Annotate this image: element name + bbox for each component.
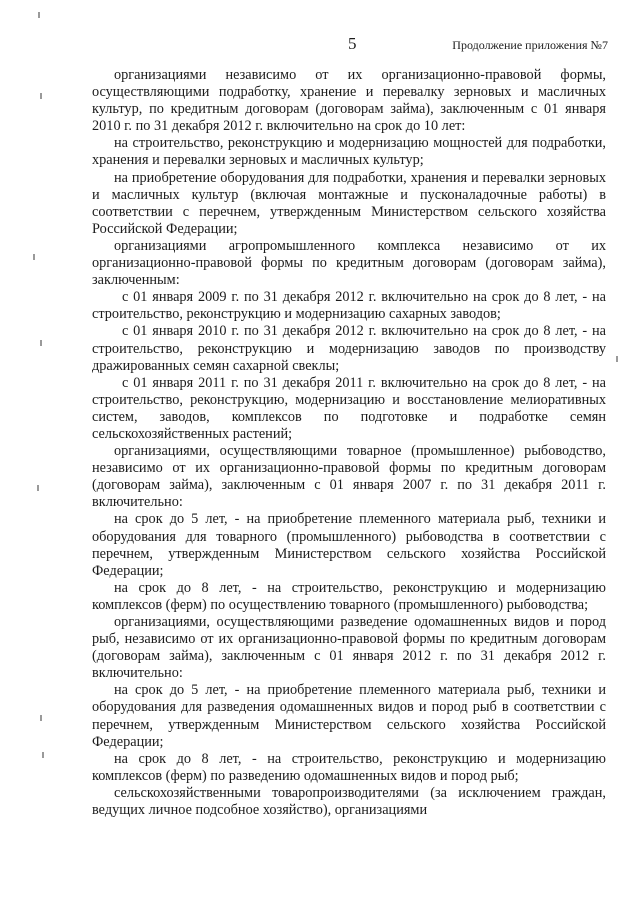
- paragraph: организациями, осуществляющими разведение одомашненных видов и пород рыб, независимо от их организационно-правовой формы по кредитным договорам (договорам займа), заключенным с 01 января 2012 г. по 31 декабря 2012 г. включительно:: [92, 614, 606, 682]
- scan-mark: [40, 340, 42, 346]
- paragraph: организациями агропромышленного комплекса независимо от их организационно-правовой формы по кредитным договорам (договорам займа), заключенным:: [92, 237, 606, 289]
- paragraph: организациями, осуществляющими товарное (промышленное) рыбоводство, независимо от их организационно-правовой формы по кредитным договорам (договорам займа), заключенным с 01 января 2007 г. по 31 декабря 2011 г. включительно:: [92, 443, 606, 511]
- paragraph: на срок до 5 лет, - на приобретение племенного материала рыб, техники и оборудования для товарного (промышленного) рыбоводства в соответствии с перечнем, утвержденным Министерством сельского хозяйства Российской Федерации;: [92, 511, 606, 579]
- scan-mark: [33, 254, 35, 260]
- paragraph: на срок до 8 лет, - на строительство, реконструкцию и модернизацию комплексов (ферм) по разведению одомашненных видов и пород рыб;: [92, 750, 606, 784]
- scan-mark: [616, 356, 618, 362]
- paragraph: с 01 января 2011 г. по 31 декабря 2011 г. включительно на срок до 8 лет, - на строительство, реконструкцию, модернизацию и восстановление мелиоративных систем, заводов, комплексов по подготовке и подработке семян сельскохозяйственных растений;: [92, 374, 606, 442]
- paragraph: на строительство, реконструкцию и модернизацию мощностей для подработки, хранения и перевалки зерновых и масличных культур;: [92, 135, 606, 169]
- scan-mark: [38, 12, 40, 18]
- paragraph: на приобретение оборудования для подработки, хранения и перевалки зерновых и масличных культур (включая монтажные и пусконаладочные работы) в соответствии с перечнем, утвержденным Министерством сельского хозяйства Российской Федерации;: [92, 169, 606, 237]
- scan-mark: [40, 715, 42, 721]
- paragraph: на срок до 5 лет, - на приобретение племенного материала рыб, техники и оборудования для разведения одомашненных видов и пород рыб в соответствии с перечнем, утвержденным Министерством сельского хозяйства Российской Федерации;: [92, 682, 606, 750]
- appendix-label: Продолжение приложения №7: [452, 38, 608, 52]
- paragraph: организациями независимо от их организационно-правовой формы, осуществляющими подработку, хранение и перевалку зерновых и масличных культур, по кредитным договорам (договорам займа), заключенным с 01 января 2010 г. по 31 декабря 2012 г. включительно на срок до 10 лет:: [92, 67, 606, 135]
- paragraph: с 01 января 2010 г. по 31 декабря 2012 г. включительно на срок до 8 лет, - на строительство, реконструкцию и модернизацию заводов по производству дражированных семян сахарной свеклы;: [92, 323, 606, 374]
- paragraph: на срок до 8 лет, - на строительство, реконструкцию и модернизацию комплексов (ферм) по осуществлению товарного (промышленного) рыбоводства;: [92, 579, 606, 613]
- paragraph: сельскохозяйственными товаропроизводителями (за исключением граждан, ведущих личное подсобное хозяйство), организациями: [92, 784, 606, 819]
- scan-mark: [40, 93, 42, 99]
- page-number: 5: [348, 34, 357, 53]
- page-header: [0, 34, 640, 58]
- paragraph: с 01 января 2009 г. по 31 декабря 2012 г. включительно на срок до 8 лет, - на строительство, реконструкцию и модернизацию сахарных заводов;: [92, 289, 606, 323]
- scan-mark: [42, 752, 44, 758]
- scan-mark: [37, 485, 39, 491]
- document-body: [92, 67, 606, 819]
